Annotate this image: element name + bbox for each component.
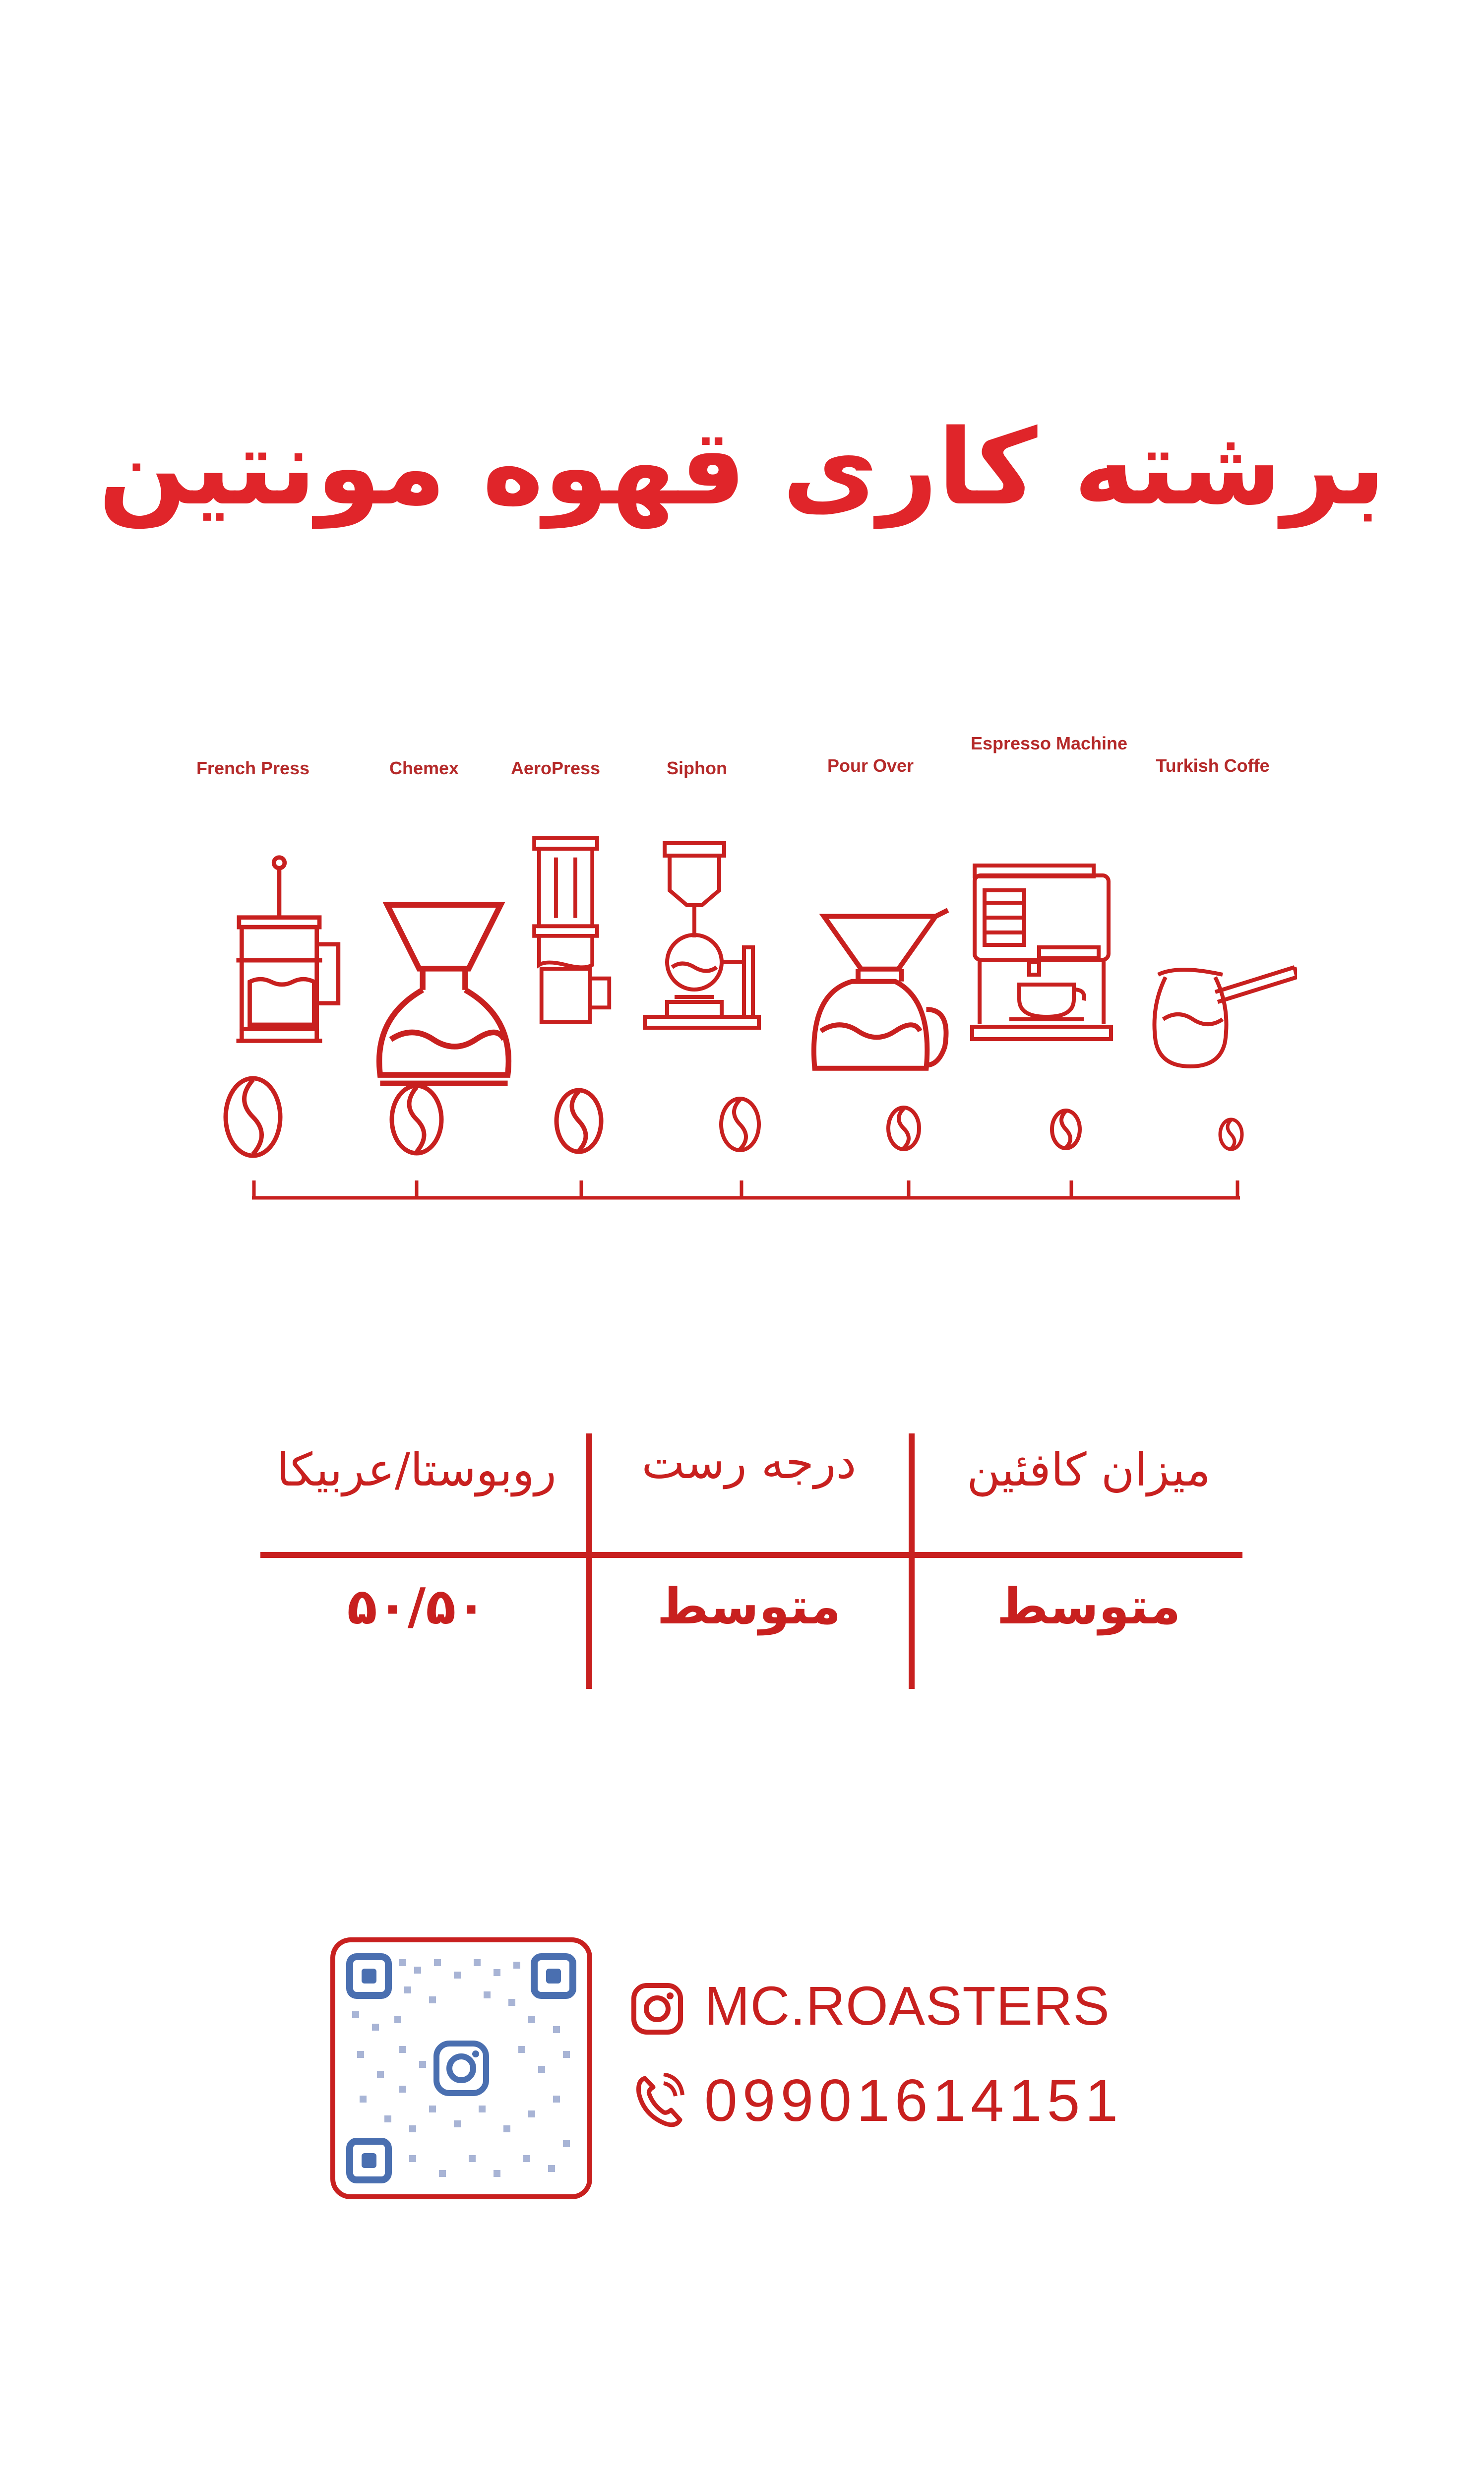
method-label-espresso-machine: Espresso Machine <box>970 733 1128 753</box>
instagram-handle[interactable]: MC.ROASTERS <box>704 1976 1110 2037</box>
aeropress-icon <box>501 833 650 1032</box>
coffee-bean-icon <box>1048 1106 1085 1153</box>
method-label-aeropress: AeroPress <box>510 758 601 778</box>
coffee-bean-icon <box>387 1081 446 1158</box>
phone-number[interactable]: 09901614151 <box>704 2067 1123 2134</box>
espresso-machine-icon <box>970 853 1118 1052</box>
method-label-pour-over: Pour Over <box>827 755 914 776</box>
grind-scale-ruler <box>248 1176 1245 1205</box>
french-press-icon <box>218 853 367 1052</box>
header-roast: درجه رست <box>641 1436 857 1489</box>
header-blend: روبوستا/عربیکا <box>277 1443 556 1496</box>
turkish-coffee-pot-icon <box>1148 923 1297 1121</box>
coffee-bean-icon <box>884 1104 924 1153</box>
chemex-icon <box>370 898 518 1096</box>
method-label-french-press: French Press <box>196 758 310 778</box>
specs-table-grid <box>258 1433 1250 1691</box>
coffee-bean-icon <box>1216 1116 1246 1153</box>
value-roast: متوسط <box>657 1577 841 1635</box>
method-label-siphon: Siphon <box>667 758 727 778</box>
pour-over-icon <box>808 898 957 1096</box>
page-title: برشته کاری قهوه مونتین <box>98 407 1386 528</box>
coffee-bean-icon <box>552 1085 606 1157</box>
instagram-qr-code[interactable] <box>330 1937 593 2200</box>
siphon-icon <box>630 838 779 1037</box>
instagram-icon <box>630 1982 684 2036</box>
header-caffeine: میزان کافئین <box>967 1443 1211 1496</box>
value-blend: ۵۰/۵۰ <box>347 1577 487 1635</box>
method-label-turkish-coffee: Turkish Coffe <box>1156 755 1270 776</box>
phone-icon <box>635 2073 684 2128</box>
coffee-bean-icon <box>717 1094 764 1156</box>
coffee-bean-icon <box>221 1074 285 1161</box>
method-label-chemex: Chemex <box>389 758 459 778</box>
value-caffeine: متوسط <box>996 1577 1181 1635</box>
